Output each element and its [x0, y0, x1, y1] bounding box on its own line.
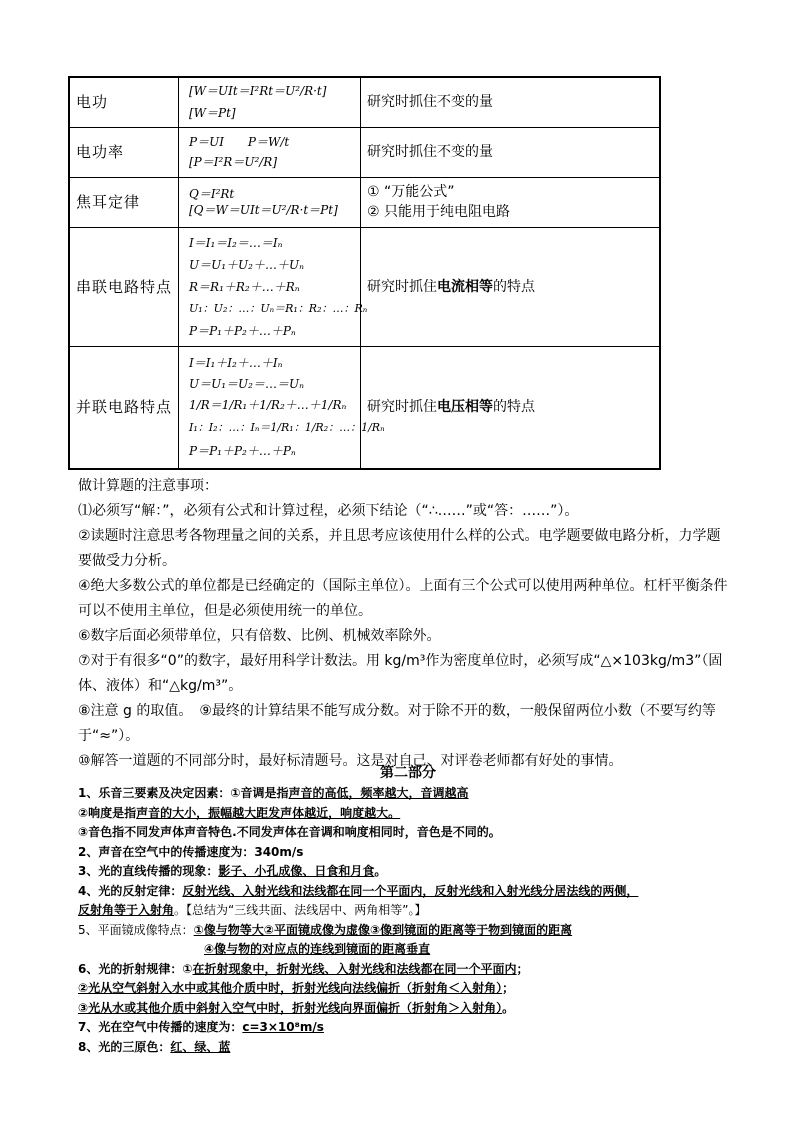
formula: I₁：I₂：…：Iₙ＝1/R₁：1/R₂：…：1/Rₙ	[189, 421, 385, 435]
underlined-text: 在折射现象中，折射光线、入射光线和法线都在同一个平面内	[192, 961, 517, 976]
formula: [P＝I²R＝U²/R]	[189, 155, 278, 169]
line-text: ②响度是指	[78, 805, 137, 820]
row-note	[361, 227, 661, 346]
underlined-text: 反射角等于入射角	[78, 903, 175, 917]
row-name: 电功	[69, 77, 179, 127]
note-item: ⑦对于有很多“0”的数字，最好用科学计数法。用 kg/m³作为密度单位时，必须写成“△×103kg/m3”（固体、液体）和“△kg/m³”。	[78, 653, 723, 694]
formula: R＝R₁＋R₂＋…＋Rₙ	[189, 279, 300, 294]
formula: U₁：U₂：…：Uₙ＝R₁：R₂：…：Rₙ	[189, 301, 368, 315]
table-row	[69, 177, 660, 227]
row-name: 焦耳定律	[69, 177, 179, 227]
formula: [W＝UIt＝I²Rt＝U²/R·t]	[189, 84, 327, 99]
note-highlight: 电流相等	[437, 278, 493, 295]
note-item: ⑩解答一道题的不同部分时，最好标清题号。这是对自己、对评卷老师都有好处的事情。	[78, 753, 623, 769]
line-text: 1、乐音三要素及决定因素：①音调是指	[78, 786, 289, 800]
calculation-notes	[78, 474, 728, 774]
text-line	[78, 960, 738, 980]
table-row	[69, 77, 660, 127]
formula: [Q＝W＝UIt＝U²/R·t＝Pt]	[189, 203, 338, 217]
formula: I＝I₁＋I₂＋…＋Iₙ	[189, 356, 283, 371]
text-line	[78, 921, 738, 941]
formula: P＝P₁＋P₂＋…＋Pₙ	[189, 444, 296, 459]
line-text: 3、光的直线传播的现象：	[78, 864, 219, 878]
row-note: 研究时抓住不变的量	[361, 127, 661, 177]
text-line: ③音色指不同发声体声音特色.不同发声体在音调和响度相同时，音色是不同的。	[78, 825, 501, 839]
note-text: 的特点	[493, 399, 535, 416]
line-text: ；	[502, 981, 515, 995]
text-line	[78, 1038, 738, 1058]
table-row	[69, 127, 660, 177]
table-row	[69, 346, 660, 469]
text-line	[78, 804, 738, 824]
underlined-text: c=3×10⁸m/s	[242, 1020, 324, 1034]
note-item: ④绝大多数公式的单位都是已经确定的（国际主单位）。上面有三个公式可以使用两种单位。杠杆平衡条件可以不使用主单位，但是必须使用统一的单位。	[78, 578, 728, 619]
notes-heading: 做计算题的注意事项：	[78, 478, 218, 494]
row-note	[361, 177, 661, 227]
formula: I＝I₁＝I₂＝…＝Iₙ	[189, 235, 283, 250]
text-line	[78, 979, 738, 999]
row-formulas	[179, 227, 368, 346]
row-name: 并联电路特点	[69, 346, 179, 469]
line-text: 5、平面镜成像特点：	[78, 922, 194, 937]
text-line	[78, 901, 738, 921]
row-note: 研究时抓住不变的量	[361, 77, 661, 127]
underlined-text: 反射光线、入射光线和法线都在同一个平面内，反射光线和入射光线分居法线的两侧，	[182, 883, 639, 898]
note-highlight: 电压相等	[437, 399, 493, 416]
formula: P＝UI P＝W/t	[189, 135, 290, 149]
text-line	[78, 999, 738, 1019]
text-line	[78, 940, 738, 960]
formula: U＝U₁＋U₂＋…＋Uₙ	[189, 257, 304, 272]
underlined-text: ④像与物的对应点的连线到镜面的距离垂直	[204, 942, 431, 956]
formula: P＝P₁＋P₂＋…＋Pₙ	[189, 323, 296, 338]
line-text: 8、光的三原色：	[78, 1039, 171, 1054]
formula: U＝U₁＝U₂＝…＝Uₙ	[189, 377, 304, 392]
underlined-text: ③光从水或其他介质中斜射入空气中时，折射光线向界面偏折（折射角＞入射角）	[78, 1000, 503, 1015]
row-note	[361, 346, 661, 469]
row-formulas	[179, 77, 361, 127]
formula: [W＝Pt]	[189, 106, 236, 121]
note-text: 研究时抓住	[367, 399, 437, 416]
row-name: 电功率	[69, 127, 179, 177]
underlined-text: 声音的高低，频率越大，音调越高	[288, 786, 469, 800]
text-line	[78, 862, 738, 882]
note-line: ② 只能用于纯电阻电路	[367, 204, 511, 220]
note-text: 研究时抓住	[367, 278, 437, 295]
text-line: 2、声音在空气中的传播速度为：340m/s	[78, 844, 304, 859]
note-item: ⑥数字后面必须带单位，只有倍数、比例、机械效率除外。	[78, 628, 441, 644]
underlined-text: ①像与物等大②平面镜成像为虚像③像到镜面的距离等于物到镜面的距离	[193, 922, 573, 937]
formula-table	[68, 76, 661, 470]
note-text: 的特点	[493, 278, 535, 295]
row-name: 串联电路特点	[69, 227, 179, 346]
formula: Q＝I²Rt	[189, 187, 235, 201]
line-text: 4、光的反射定律：	[78, 883, 183, 898]
line-text: 6、光的折射规律：①	[78, 961, 193, 976]
formula: 1/R＝1/R₁＋1/R₂＋…＋1/Rₙ	[189, 398, 347, 413]
note-item: ⑴必须写“解：”，必须有公式和计算过程，必须下结论（“∴……”或“答：……”）。	[78, 503, 579, 519]
underlined-text: 影子、小孔成像、日食和月食	[218, 864, 375, 878]
row-formulas	[179, 346, 385, 469]
part-two	[78, 764, 738, 1057]
table-row	[69, 227, 660, 346]
line-text: 。	[502, 1000, 515, 1015]
underlined-text: ②光从空气斜射入水中或其他介质中时，折射光线向法线偏折（折射角＜入射角）	[78, 981, 503, 995]
note-item: ②读题时注意思考各物理量之间的关系，并且思考应该使用什么样的公式。电学题要做电路分析，力学题要做受力分析。	[78, 528, 721, 569]
row-formulas	[179, 177, 361, 227]
line-text: 7、光在空气中传播的速度为：	[78, 1020, 243, 1034]
note-item: ⑧注意 g 的取值。 ⑨最终的计算结果不能写成分数。对于除不开的数，一般保留两位小数（不要写约等于“≈”）。	[78, 703, 716, 744]
row-formulas	[179, 127, 361, 177]
line-text: 。【总结为“三线共面、法线居中、两角相等”。】	[174, 903, 427, 917]
line-text: ；	[516, 961, 529, 976]
text-line	[78, 784, 738, 804]
text-line	[78, 1018, 738, 1038]
underlined-text: 声音的大小，振幅越大距发声体越近，响度越大。	[136, 805, 401, 820]
note-line: ① “万能公式”	[367, 184, 455, 200]
section-title: 第二部分	[380, 765, 436, 781]
line-text: 。	[374, 864, 387, 878]
underlined-text: 红、绿、蓝	[170, 1039, 231, 1054]
text-line	[78, 882, 738, 902]
